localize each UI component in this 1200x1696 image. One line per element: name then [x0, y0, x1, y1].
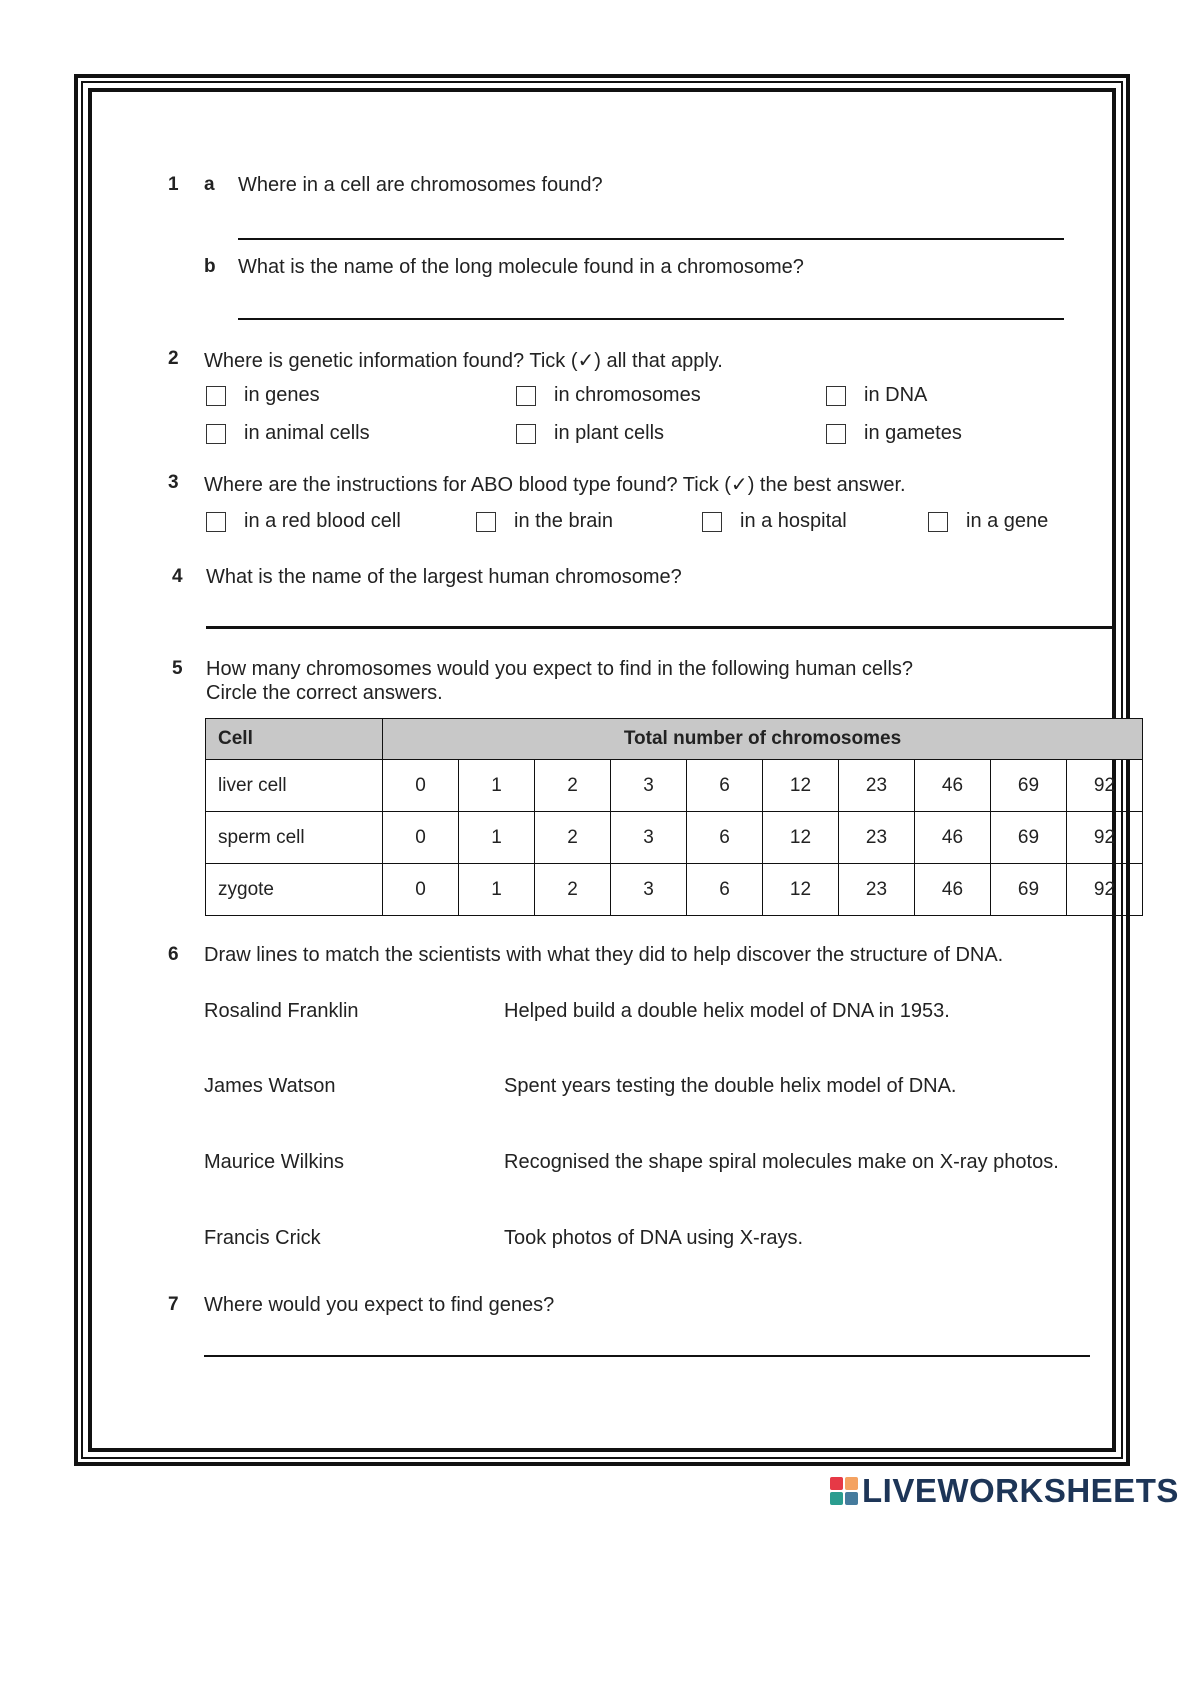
q4-text: What is the name of the largest human chromosome? [206, 566, 682, 588]
q2-option-genes[interactable]: in genes [206, 384, 320, 407]
table-header-row [206, 719, 1143, 760]
table-row [206, 864, 1143, 916]
chromosome-count-option[interactable]: 3 [611, 864, 687, 916]
cell-type-name: liver cell [206, 760, 383, 812]
checkbox[interactable] [206, 424, 226, 444]
q3-option-red-blood-cell[interactable]: in a red blood cell [206, 510, 401, 533]
q4-number: 4 [172, 566, 183, 587]
logo-square [845, 1477, 858, 1490]
checkbox[interactable] [206, 512, 226, 532]
chromosome-count-option[interactable]: 92 [1067, 760, 1143, 812]
checkbox[interactable] [826, 424, 846, 444]
q3-option-brain[interactable]: in the brain [476, 510, 613, 533]
chromosome-count-option[interactable]: 6 [687, 864, 763, 916]
q2-option-gametes[interactable]: in gametes [826, 422, 962, 445]
chromosome-count-option[interactable]: 92 [1067, 864, 1143, 916]
table-row [206, 760, 1143, 812]
checkbox[interactable] [516, 424, 536, 444]
checkbox[interactable] [928, 512, 948, 532]
checkbox[interactable] [516, 386, 536, 406]
chromosome-count-option[interactable]: 12 [763, 760, 839, 812]
q2-option-chromosomes[interactable]: in chromosomes [516, 384, 701, 407]
chromosome-count-option[interactable]: 3 [611, 812, 687, 864]
cell-type-name: zygote [206, 864, 383, 916]
logo-square [830, 1492, 843, 1505]
logo-text: LIVEWORKSHEETS [862, 1472, 1179, 1509]
q1b-label: b [204, 256, 216, 277]
chromosome-count-option[interactable]: 69 [991, 812, 1067, 864]
q1a-answer-line[interactable] [238, 238, 1064, 240]
chromosome-count-option[interactable]: 69 [991, 760, 1067, 812]
chromosome-count-option[interactable]: 23 [839, 864, 915, 916]
chromosome-count-option[interactable]: 12 [763, 812, 839, 864]
contribution-double-helix-model[interactable]: Helped build a double helix model of DNA in 1953. [504, 1000, 950, 1022]
chromosome-count-option[interactable]: 1 [459, 760, 535, 812]
scientist-rosalind-franklin[interactable]: Rosalind Franklin [204, 1000, 359, 1022]
chromosome-count-option[interactable]: 3 [611, 760, 687, 812]
q3-option-gene[interactable]: in a gene [928, 510, 1048, 533]
checkbox[interactable] [826, 386, 846, 406]
chromosome-count-option[interactable]: 12 [763, 864, 839, 916]
logo-mark-icon [830, 1477, 858, 1505]
chromosome-count-option[interactable]: 46 [915, 864, 991, 916]
scientist-maurice-wilkins[interactable]: Maurice Wilkins [204, 1151, 345, 1173]
checkbox[interactable] [206, 386, 226, 406]
chromosome-count-option[interactable]: 92 [1067, 812, 1143, 864]
chromosome-count-option[interactable]: 2 [535, 864, 611, 916]
column-header-cell: Cell [206, 719, 383, 760]
q1b-text: What is the name of the long molecule found in a chromosome? [238, 256, 804, 278]
chromosome-count-option[interactable]: 2 [535, 760, 611, 812]
column-header-total: Total number of chromosomes [383, 719, 1143, 760]
q6-number: 6 [168, 944, 179, 965]
liveworksheets-logo [830, 1472, 1179, 1510]
checkbox[interactable] [702, 512, 722, 532]
contribution-xray-photos[interactable]: Took photos of DNA using X-rays. [504, 1227, 804, 1249]
chromosome-count-option[interactable]: 2 [535, 812, 611, 864]
scientist-francis-crick[interactable]: Francis Crick [204, 1227, 321, 1249]
scientist-james-watson[interactable]: James Watson [204, 1075, 336, 1097]
q6-text: Draw lines to match the scientists with what they did to help discover the structure of DNA. [204, 944, 1004, 966]
chromosome-count-option[interactable]: 6 [687, 812, 763, 864]
q1-number: 1 [168, 174, 179, 195]
cell-type-name: sperm cell [206, 812, 383, 864]
q5-line1: How many chromosomes would you expect to find in the following human cells? [206, 658, 914, 680]
chromosome-count-option[interactable]: 1 [459, 864, 535, 916]
logo-square [845, 1492, 858, 1505]
q1b-answer-line[interactable] [238, 318, 1064, 320]
q2-number: 2 [168, 348, 179, 369]
chromosome-count-option[interactable]: 23 [839, 812, 915, 864]
chromosome-count-option[interactable]: 0 [383, 812, 459, 864]
q2-option-plant-cells[interactable]: in plant cells [516, 422, 664, 445]
q7-answer-line[interactable] [204, 1355, 1090, 1357]
q7-text: Where would you expect to find genes? [204, 1294, 555, 1316]
q2-text: Where is genetic information found? Tick (✓) all that apply. [204, 350, 723, 372]
contribution-xray-shape[interactable]: Recognised the shape spiral molecules make on X-ray photos. [504, 1151, 1059, 1173]
chromosome-table [205, 718, 1143, 916]
q4-answer-line[interactable] [206, 626, 1112, 629]
checkbox[interactable] [476, 512, 496, 532]
chromosome-count-option[interactable]: 46 [915, 812, 991, 864]
chromosome-count-option[interactable]: 23 [839, 760, 915, 812]
chromosome-count-option[interactable]: 6 [687, 760, 763, 812]
q1a-label: a [204, 174, 215, 195]
q2-option-animal-cells[interactable]: in animal cells [206, 422, 370, 445]
logo-square [830, 1477, 843, 1490]
contribution-testing-model[interactable]: Spent years testing the double helix model of DNA. [504, 1075, 957, 1097]
q3-text: Where are the instructions for ABO blood type found? Tick (✓) the best answer. [204, 474, 906, 496]
q5-number: 5 [172, 658, 183, 679]
chromosome-count-option[interactable]: 1 [459, 812, 535, 864]
q3-number: 3 [168, 472, 179, 493]
q5-line2: Circle the correct answers. [206, 682, 443, 704]
chromosome-count-option[interactable]: 46 [915, 760, 991, 812]
table-row [206, 812, 1143, 864]
chromosome-count-option[interactable]: 0 [383, 864, 459, 916]
chromosome-count-option[interactable]: 0 [383, 760, 459, 812]
q1a-text: Where in a cell are chromosomes found? [238, 174, 603, 196]
q2-option-dna[interactable]: in DNA [826, 384, 927, 407]
q7-number: 7 [168, 1294, 179, 1315]
q3-option-hospital[interactable]: in a hospital [702, 510, 847, 533]
chromosome-count-option[interactable]: 69 [991, 864, 1067, 916]
